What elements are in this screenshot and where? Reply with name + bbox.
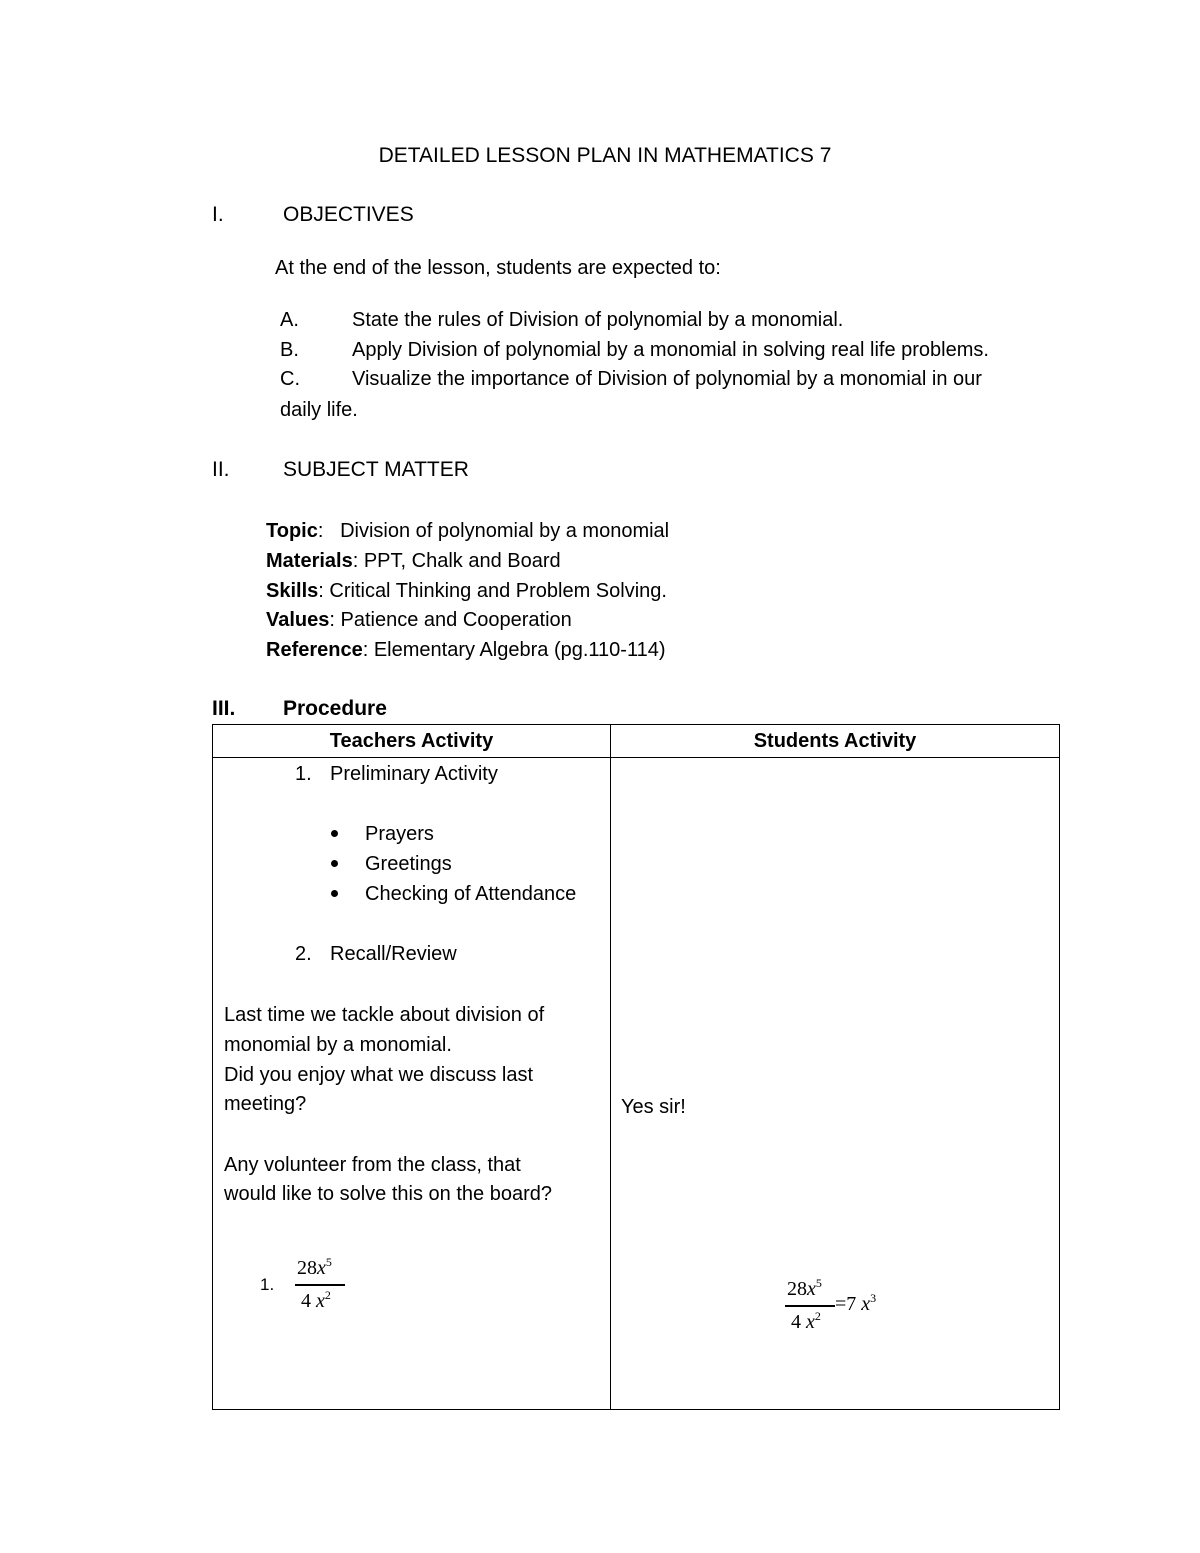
fraction-bar — [785, 1305, 835, 1307]
solution-result: =7 $x^3$ — [835, 1291, 877, 1315]
students-activity-cell — [611, 758, 1060, 1410]
objective-letter-a: A. — [280, 309, 299, 331]
procedure-table — [212, 724, 1060, 1410]
step-recall-review: Recall/Review — [330, 943, 457, 965]
subject-skills-value: Critical Thinking and Problem Solving. — [329, 580, 667, 602]
subject-reference-value: Elementary Algebra (pg.110-114) — [373, 639, 666, 661]
subject-topic-value: Division of polynomial by a monomial — [340, 520, 670, 542]
student-reply: Yes sir! — [621, 1096, 686, 1118]
subject-reference-label: Reference — [266, 639, 363, 661]
section-numeral-subject-matter: II. — [212, 458, 230, 481]
fraction-bar — [295, 1284, 345, 1286]
subject-skills-row — [266, 580, 667, 603]
student-solution — [785, 1276, 905, 1340]
teacher-paragraph-line: meeting? — [224, 1093, 307, 1115]
fraction-denominator: 4 $x^2$ — [791, 1309, 821, 1333]
subject-materials-label: Materials — [266, 550, 353, 572]
subject-topic-row — [266, 520, 669, 543]
bullet-item-greetings: Greetings — [365, 853, 452, 875]
section-numeral-objectives: I. — [212, 203, 224, 226]
teachers-activity-header: Teachers Activity — [213, 725, 611, 758]
label-colon: : — [362, 639, 374, 661]
subject-values-row — [266, 609, 572, 632]
teacher-paragraph-line: Any volunteer from the class, that — [224, 1154, 521, 1176]
bullet-icon — [331, 830, 338, 837]
section-numeral-procedure: III. — [212, 697, 236, 720]
subject-values-value: Patience and Cooperation — [340, 609, 572, 631]
step-number-2: 2. — [295, 943, 312, 965]
section-heading-subject-matter: SUBJECT MATTER — [283, 458, 469, 481]
bullet-icon — [331, 860, 338, 867]
objectives-intro: At the end of the lesson, students are expected to: — [275, 257, 721, 279]
procedure-table-row — [213, 758, 1060, 1410]
bullet-item-prayers: Prayers — [365, 823, 434, 845]
teachers-activity-cell — [213, 758, 611, 1410]
bullet-icon — [331, 890, 338, 897]
section-heading-procedure: Procedure — [283, 697, 387, 720]
teacher-paragraph-line: Last time we tackle about division of — [224, 1004, 545, 1026]
subject-materials-value: PPT, Chalk and Board — [363, 550, 561, 572]
label-colon: : — [317, 520, 341, 542]
teacher-paragraph-line: Did you enjoy what we discuss last — [224, 1064, 534, 1086]
label-colon: : — [352, 550, 364, 572]
subject-values-label: Values — [266, 609, 330, 631]
subject-skills-label: Skills — [266, 580, 319, 602]
students-activity-header: Students Activity — [611, 725, 1060, 758]
section-heading-objectives: OBJECTIVES — [283, 203, 414, 226]
teacher-paragraph-line: would like to solve this on the board? — [224, 1183, 552, 1205]
fraction-numerator: $28x^5$ — [297, 1255, 332, 1279]
fraction-denominator: 4 $x^2$ — [301, 1288, 331, 1312]
objective-text-b: Apply Division of polynomial by a monomial in solving real life problems. — [352, 339, 989, 361]
subject-topic-label: Topic — [266, 520, 318, 542]
document-title: DETAILED LESSON PLAN IN MATHEMATICS 7 — [378, 144, 832, 167]
fraction-numerator: $28x^5$ — [787, 1276, 822, 1300]
objective-letter-b: B. — [280, 339, 299, 361]
teacher-paragraph-line: monomial by a monomial. — [224, 1034, 452, 1056]
step-number-1: 1. — [295, 763, 312, 785]
objective-text-c: Visualize the importance of Division of polynomial by a monomial in our — [352, 368, 982, 390]
label-colon: : — [318, 580, 330, 602]
objective-letter-c: C. — [280, 368, 300, 390]
procedure-table-header — [213, 725, 1060, 758]
step-preliminary-activity: Preliminary Activity — [330, 763, 498, 785]
label-colon: : — [329, 609, 341, 631]
problem-number: 1. — [260, 1275, 275, 1294]
teacher-fraction — [295, 1255, 347, 1319]
objective-text-c-continuation: daily life. — [280, 399, 358, 421]
bullet-item-attendance: Checking of Attendance — [365, 883, 577, 905]
subject-reference-row — [266, 639, 666, 662]
objective-text-a: State the rules of Division of polynomial by a monomial. — [352, 309, 844, 331]
subject-materials-row — [266, 550, 561, 573]
